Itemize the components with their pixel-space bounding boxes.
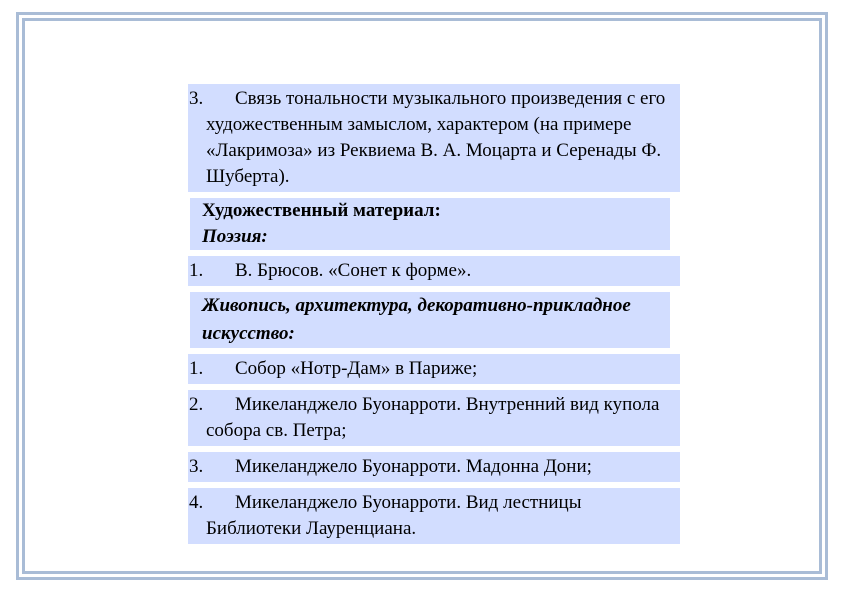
slide-content xyxy=(188,84,680,550)
item-text: Микеланджело Буонарроти. Внутренний вид купола собора св. Петра; xyxy=(206,394,660,441)
item-number: 3. xyxy=(189,88,204,109)
heading-block xyxy=(188,198,670,250)
heading-art: Живопись, архитектура, декоративно-прикладное искусство: xyxy=(202,295,631,344)
item-number: 1. xyxy=(189,260,204,281)
list-item xyxy=(188,488,680,544)
heading-material: Художественный материал: xyxy=(202,200,441,221)
list-item xyxy=(188,354,680,384)
list-item xyxy=(188,84,680,192)
item-text: Микеланджело Буонарроти. Мадонна Дони; xyxy=(235,456,592,477)
item-text: Связь тональности музыкального произведения с его художественным замыслом, характером (на примере «Лакримоза» из Реквиема В. А. Моцарта и Серенады Ф. Шуберта). xyxy=(206,88,666,187)
heading-poetry: Поэзия: xyxy=(202,226,268,247)
list-item xyxy=(188,390,680,446)
list-item xyxy=(188,256,680,286)
item-number: 2. xyxy=(189,394,204,415)
item-number: 3. xyxy=(189,456,204,477)
item-text: Собор «Нотр-Дам» в Париже; xyxy=(235,358,478,379)
item-number: 1. xyxy=(189,358,204,379)
item-text: В. Брюсов. «Сонет к форме». xyxy=(235,260,472,281)
list-item xyxy=(188,452,680,482)
heading-block xyxy=(188,292,670,348)
item-number: 4. xyxy=(189,492,204,513)
item-text: Микеланджело Буонарроти. Вид лестницы Библиотеки Лауренциана. xyxy=(206,492,582,539)
